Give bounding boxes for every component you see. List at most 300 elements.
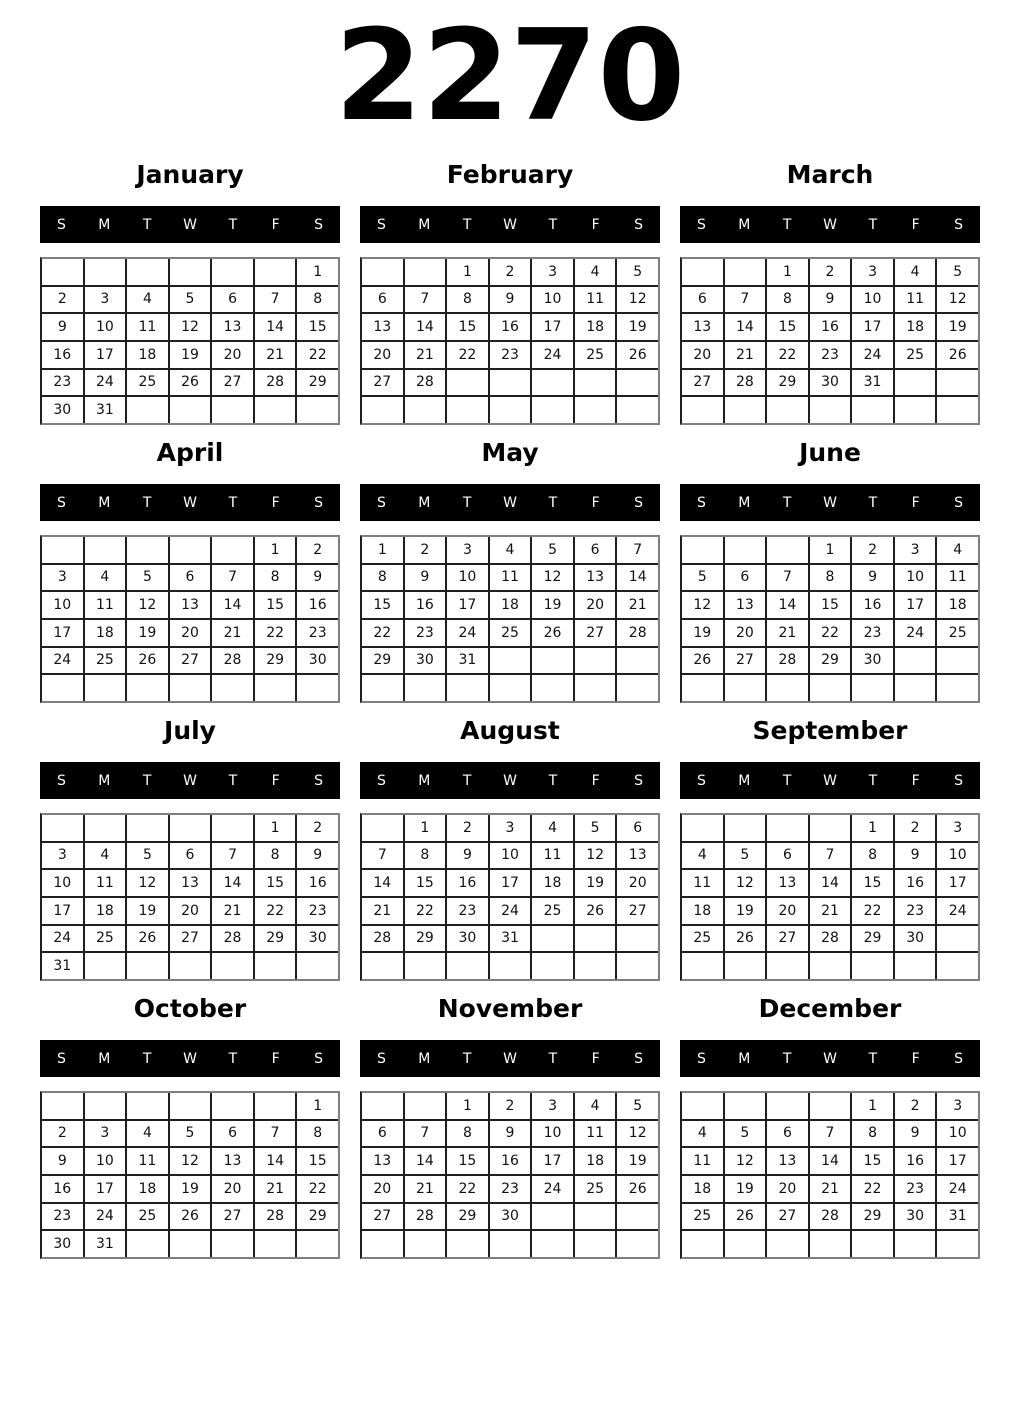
- day-cell-empty: [767, 397, 808, 423]
- day-cell: 8: [767, 287, 808, 313]
- day-cell: 16: [895, 1148, 936, 1174]
- day-cell: 15: [297, 314, 338, 340]
- weekday-label: S: [314, 216, 324, 233]
- day-cell: 4: [937, 537, 978, 563]
- day-cell: 1: [255, 815, 296, 841]
- day-cell: 13: [617, 843, 658, 869]
- day-cell: 3: [85, 1121, 126, 1147]
- weekday-header: [360, 206, 660, 243]
- day-cell: 25: [682, 926, 723, 952]
- day-cell: 4: [575, 259, 616, 285]
- day-cell: 12: [725, 870, 766, 896]
- day-cell: 25: [532, 898, 573, 924]
- weekday-label: W: [183, 772, 197, 789]
- day-cell-empty: [447, 1231, 488, 1257]
- day-cell-empty: [617, 1231, 658, 1257]
- day-cell: 7: [405, 1121, 446, 1147]
- month-grid: [680, 257, 980, 425]
- day-cell-empty: [42, 675, 83, 701]
- day-cell: 6: [767, 843, 808, 869]
- weekday-label: S: [696, 494, 706, 511]
- day-cell: 13: [767, 1148, 808, 1174]
- day-cell: 10: [490, 843, 531, 869]
- day-cell-empty: [447, 953, 488, 979]
- month-block: [680, 438, 980, 703]
- day-cell-empty: [725, 675, 766, 701]
- day-cell: 18: [575, 314, 616, 340]
- day-cell: 7: [767, 565, 808, 591]
- day-cell: 30: [297, 648, 338, 674]
- day-cell: 8: [405, 843, 446, 869]
- weekday-header: [680, 206, 980, 243]
- day-cell: 18: [575, 1148, 616, 1174]
- day-cell: 10: [85, 1148, 126, 1174]
- day-cell: 26: [617, 1176, 658, 1202]
- day-cell: 23: [405, 620, 446, 646]
- day-cell-empty: [362, 815, 403, 841]
- day-cell: 22: [810, 620, 851, 646]
- month-grid: [680, 1091, 980, 1259]
- day-cell: 22: [255, 898, 296, 924]
- day-cell: 31: [85, 397, 126, 423]
- month-title: June: [799, 438, 861, 467]
- day-cell: 28: [405, 370, 446, 396]
- day-cell: 14: [255, 1148, 296, 1174]
- day-cell: 27: [170, 648, 211, 674]
- day-cell: 26: [170, 370, 211, 396]
- day-cell: 12: [127, 870, 168, 896]
- day-cell-empty: [362, 953, 403, 979]
- day-cell: 6: [767, 1121, 808, 1147]
- day-cell: 14: [725, 314, 766, 340]
- day-cell: 26: [532, 620, 573, 646]
- day-cell: 26: [575, 898, 616, 924]
- day-cell: 18: [127, 1176, 168, 1202]
- day-cell-empty: [212, 675, 253, 701]
- weekday-label: F: [271, 494, 280, 511]
- day-cell: 7: [212, 843, 253, 869]
- day-cell: 22: [297, 342, 338, 368]
- day-cell: 13: [170, 592, 211, 618]
- day-cell: 2: [810, 259, 851, 285]
- day-cell: 10: [447, 565, 488, 591]
- day-cell: 16: [297, 592, 338, 618]
- day-cell-empty: [575, 926, 616, 952]
- day-cell-empty: [42, 537, 83, 563]
- day-cell: 27: [617, 898, 658, 924]
- day-cell: 8: [362, 565, 403, 591]
- day-cell: 16: [405, 592, 446, 618]
- day-cell: 20: [212, 342, 253, 368]
- weekday-label: M: [418, 772, 431, 789]
- weekday-label: S: [634, 772, 644, 789]
- day-cell-empty: [405, 1231, 446, 1257]
- day-cell-empty: [810, 953, 851, 979]
- day-cell: 29: [297, 1204, 338, 1230]
- day-cell-empty: [127, 953, 168, 979]
- day-cell: 29: [852, 1204, 893, 1230]
- day-cell-empty: [767, 537, 808, 563]
- day-cell: 27: [170, 926, 211, 952]
- day-cell: 23: [895, 898, 936, 924]
- weekday-label: T: [462, 216, 472, 233]
- day-cell: 19: [617, 1148, 658, 1174]
- day-cell: 17: [447, 592, 488, 618]
- day-cell: 24: [42, 926, 83, 952]
- weekday-label: F: [271, 216, 280, 233]
- day-cell: 12: [725, 1148, 766, 1174]
- month-block: [680, 716, 980, 981]
- day-cell: 25: [895, 342, 936, 368]
- day-cell: 29: [447, 1204, 488, 1230]
- day-cell: 30: [895, 926, 936, 952]
- weekday-label: T: [782, 1050, 792, 1067]
- day-cell: 25: [575, 342, 616, 368]
- day-cell-empty: [617, 648, 658, 674]
- day-cell-empty: [170, 1231, 211, 1257]
- day-cell: 19: [575, 870, 616, 896]
- day-cell: 3: [532, 1093, 573, 1119]
- weekday-label: T: [868, 494, 878, 511]
- day-cell: 30: [297, 926, 338, 952]
- month-block: [360, 716, 660, 981]
- day-cell: 20: [767, 898, 808, 924]
- month-title: July: [164, 716, 216, 745]
- day-cell-empty: [127, 537, 168, 563]
- day-cell-empty: [170, 953, 211, 979]
- day-cell: 4: [532, 815, 573, 841]
- day-cell-empty: [127, 815, 168, 841]
- weekday-label: S: [56, 1050, 66, 1067]
- weekday-label: T: [462, 494, 472, 511]
- weekday-label: F: [591, 216, 600, 233]
- month-grid: [360, 535, 660, 703]
- day-cell-empty: [297, 675, 338, 701]
- day-cell: 30: [895, 1204, 936, 1230]
- day-cell: 24: [447, 620, 488, 646]
- month-title: December: [758, 994, 902, 1023]
- day-cell-empty: [127, 259, 168, 285]
- day-cell: 20: [362, 1176, 403, 1202]
- day-cell: 3: [852, 259, 893, 285]
- day-cell: 26: [682, 648, 723, 674]
- day-cell: 18: [85, 898, 126, 924]
- day-cell-empty: [532, 370, 573, 396]
- month-title: April: [156, 438, 224, 467]
- day-cell: 28: [405, 1204, 446, 1230]
- day-cell: 28: [362, 926, 403, 952]
- day-cell: 17: [42, 898, 83, 924]
- day-cell: 7: [255, 287, 296, 313]
- weekday-label: S: [954, 494, 964, 511]
- day-cell-empty: [85, 537, 126, 563]
- day-cell: 3: [532, 259, 573, 285]
- day-cell: 12: [682, 592, 723, 618]
- day-cell: 30: [490, 1204, 531, 1230]
- day-cell: 15: [255, 870, 296, 896]
- day-cell: 2: [297, 537, 338, 563]
- day-cell: 21: [212, 620, 253, 646]
- weekday-label: T: [228, 494, 238, 511]
- day-cell-empty: [362, 675, 403, 701]
- day-cell: 9: [490, 1121, 531, 1147]
- day-cell: 11: [895, 287, 936, 313]
- day-cell: 5: [575, 815, 616, 841]
- day-cell: 20: [170, 620, 211, 646]
- day-cell: 29: [297, 370, 338, 396]
- day-cell: 9: [405, 565, 446, 591]
- weekday-label: T: [548, 1050, 558, 1067]
- day-cell: 15: [852, 1148, 893, 1174]
- day-cell: 9: [42, 314, 83, 340]
- day-cell: 6: [362, 287, 403, 313]
- weekday-label: F: [911, 772, 920, 789]
- day-cell: 1: [852, 815, 893, 841]
- day-cell: 26: [725, 1204, 766, 1230]
- day-cell-empty: [490, 675, 531, 701]
- day-cell-empty: [532, 1204, 573, 1230]
- month-block: [40, 438, 340, 703]
- month-block: [680, 994, 980, 1259]
- day-cell-empty: [85, 675, 126, 701]
- day-cell: 28: [767, 648, 808, 674]
- month-block: [360, 160, 660, 425]
- day-cell: 16: [447, 870, 488, 896]
- day-cell: 6: [170, 843, 211, 869]
- day-cell-empty: [85, 259, 126, 285]
- day-cell: 26: [617, 342, 658, 368]
- day-cell: 17: [937, 1148, 978, 1174]
- day-cell-empty: [532, 648, 573, 674]
- day-cell: 1: [255, 537, 296, 563]
- day-cell-empty: [362, 1093, 403, 1119]
- day-cell: 4: [575, 1093, 616, 1119]
- day-cell: 21: [405, 1176, 446, 1202]
- day-cell: 20: [575, 592, 616, 618]
- day-cell: 27: [725, 648, 766, 674]
- day-cell-empty: [42, 259, 83, 285]
- day-cell: 4: [895, 259, 936, 285]
- day-cell: 6: [682, 287, 723, 313]
- day-cell-empty: [532, 675, 573, 701]
- day-cell: 25: [682, 1204, 723, 1230]
- day-cell: 28: [255, 1204, 296, 1230]
- day-cell-empty: [447, 675, 488, 701]
- day-cell: 29: [810, 648, 851, 674]
- day-cell: 13: [682, 314, 723, 340]
- day-cell-empty: [127, 1231, 168, 1257]
- day-cell: 12: [575, 843, 616, 869]
- day-cell-empty: [810, 1093, 851, 1119]
- day-cell: 18: [85, 620, 126, 646]
- weekday-label: S: [954, 772, 964, 789]
- day-cell: 27: [767, 926, 808, 952]
- day-cell-empty: [490, 953, 531, 979]
- weekday-header: [360, 762, 660, 799]
- day-cell: 4: [127, 287, 168, 313]
- day-cell: 8: [852, 843, 893, 869]
- day-cell: 15: [852, 870, 893, 896]
- day-cell: 11: [575, 1121, 616, 1147]
- weekday-label: M: [738, 772, 751, 789]
- day-cell-empty: [490, 397, 531, 423]
- month-grid: [680, 813, 980, 981]
- month-block: [360, 438, 660, 703]
- day-cell-empty: [85, 815, 126, 841]
- weekday-label: W: [183, 494, 197, 511]
- day-cell: 8: [447, 1121, 488, 1147]
- day-cell: 20: [212, 1176, 253, 1202]
- month-grid: [680, 535, 980, 703]
- day-cell: 14: [212, 592, 253, 618]
- day-cell: 14: [405, 1148, 446, 1174]
- day-cell-empty: [170, 397, 211, 423]
- day-cell: 3: [937, 815, 978, 841]
- day-cell-empty: [405, 675, 446, 701]
- day-cell: 6: [617, 815, 658, 841]
- day-cell-empty: [490, 648, 531, 674]
- weekday-header: [680, 484, 980, 521]
- day-cell-empty: [405, 397, 446, 423]
- day-cell: 22: [447, 1176, 488, 1202]
- weekday-label: W: [503, 772, 517, 789]
- day-cell: 31: [937, 1204, 978, 1230]
- month-block: [40, 160, 340, 425]
- day-cell: 3: [937, 1093, 978, 1119]
- day-cell-empty: [170, 815, 211, 841]
- day-cell: 20: [617, 870, 658, 896]
- day-cell-empty: [682, 259, 723, 285]
- day-cell: 16: [490, 1148, 531, 1174]
- month-grid: [40, 535, 340, 703]
- day-cell: 2: [490, 1093, 531, 1119]
- day-cell: 5: [725, 1121, 766, 1147]
- weekday-label: T: [462, 772, 472, 789]
- day-cell-empty: [85, 1093, 126, 1119]
- day-cell: 27: [212, 1204, 253, 1230]
- day-cell-empty: [575, 953, 616, 979]
- month-title: February: [446, 160, 574, 189]
- day-cell: 19: [725, 1176, 766, 1202]
- day-cell: 11: [127, 314, 168, 340]
- weekday-label: T: [782, 772, 792, 789]
- day-cell: 5: [617, 1093, 658, 1119]
- day-cell-empty: [170, 1093, 211, 1119]
- month-title: August: [460, 716, 560, 745]
- day-cell-empty: [170, 259, 211, 285]
- day-cell: 4: [682, 843, 723, 869]
- day-cell-empty: [575, 1204, 616, 1230]
- day-cell: 2: [405, 537, 446, 563]
- day-cell-empty: [212, 397, 253, 423]
- month-title: January: [136, 160, 244, 189]
- day-cell: 3: [42, 565, 83, 591]
- day-cell-empty: [725, 1093, 766, 1119]
- day-cell: 7: [810, 1121, 851, 1147]
- day-cell: 17: [532, 1148, 573, 1174]
- day-cell: 31: [447, 648, 488, 674]
- day-cell: 19: [725, 898, 766, 924]
- day-cell: 17: [937, 870, 978, 896]
- day-cell-empty: [767, 1231, 808, 1257]
- day-cell: 30: [42, 397, 83, 423]
- weekday-label: F: [591, 494, 600, 511]
- day-cell: 3: [85, 287, 126, 313]
- day-cell: 10: [937, 1121, 978, 1147]
- day-cell: 17: [42, 620, 83, 646]
- day-cell: 24: [937, 1176, 978, 1202]
- weekday-label: F: [911, 216, 920, 233]
- weekday-label: T: [142, 216, 152, 233]
- month-grid: [360, 813, 660, 981]
- day-cell: 11: [575, 287, 616, 313]
- day-cell: 21: [255, 342, 296, 368]
- day-cell: 17: [852, 314, 893, 340]
- day-cell: 5: [937, 259, 978, 285]
- day-cell: 12: [170, 314, 211, 340]
- day-cell: 5: [127, 843, 168, 869]
- day-cell: 5: [617, 259, 658, 285]
- day-cell: 14: [405, 314, 446, 340]
- day-cell: 1: [852, 1093, 893, 1119]
- day-cell: 16: [852, 592, 893, 618]
- day-cell: 15: [362, 592, 403, 618]
- day-cell: 27: [682, 370, 723, 396]
- day-cell-empty: [405, 1093, 446, 1119]
- weekday-label: M: [418, 1050, 431, 1067]
- day-cell-empty: [42, 815, 83, 841]
- day-cell-empty: [532, 397, 573, 423]
- day-cell-empty: [725, 815, 766, 841]
- day-cell: 1: [405, 815, 446, 841]
- day-cell: 19: [532, 592, 573, 618]
- day-cell: 7: [362, 843, 403, 869]
- day-cell: 15: [447, 314, 488, 340]
- weekday-label: W: [503, 1050, 517, 1067]
- day-cell: 10: [937, 843, 978, 869]
- day-cell: 13: [212, 314, 253, 340]
- day-cell: 18: [682, 898, 723, 924]
- month-block: [40, 716, 340, 981]
- day-cell: 15: [255, 592, 296, 618]
- weekday-label: F: [271, 1050, 280, 1067]
- day-cell: 13: [362, 1148, 403, 1174]
- day-cell: 18: [127, 342, 168, 368]
- day-cell-empty: [212, 953, 253, 979]
- day-cell: 25: [937, 620, 978, 646]
- day-cell: 24: [85, 370, 126, 396]
- day-cell-empty: [852, 953, 893, 979]
- weekday-label: S: [376, 494, 386, 511]
- day-cell: 14: [617, 565, 658, 591]
- day-cell: 29: [255, 926, 296, 952]
- day-cell-empty: [255, 1093, 296, 1119]
- weekday-label: S: [634, 216, 644, 233]
- day-cell: 1: [767, 259, 808, 285]
- day-cell-empty: [617, 397, 658, 423]
- day-cell: 20: [682, 342, 723, 368]
- month-title: September: [752, 716, 908, 745]
- day-cell: 27: [767, 1204, 808, 1230]
- day-cell: 20: [725, 620, 766, 646]
- month-title: October: [133, 994, 247, 1023]
- day-cell: 24: [85, 1204, 126, 1230]
- day-cell-empty: [725, 397, 766, 423]
- day-cell: 13: [767, 870, 808, 896]
- day-cell: 12: [617, 287, 658, 313]
- weekday-header: [40, 1040, 340, 1077]
- day-cell: 23: [297, 620, 338, 646]
